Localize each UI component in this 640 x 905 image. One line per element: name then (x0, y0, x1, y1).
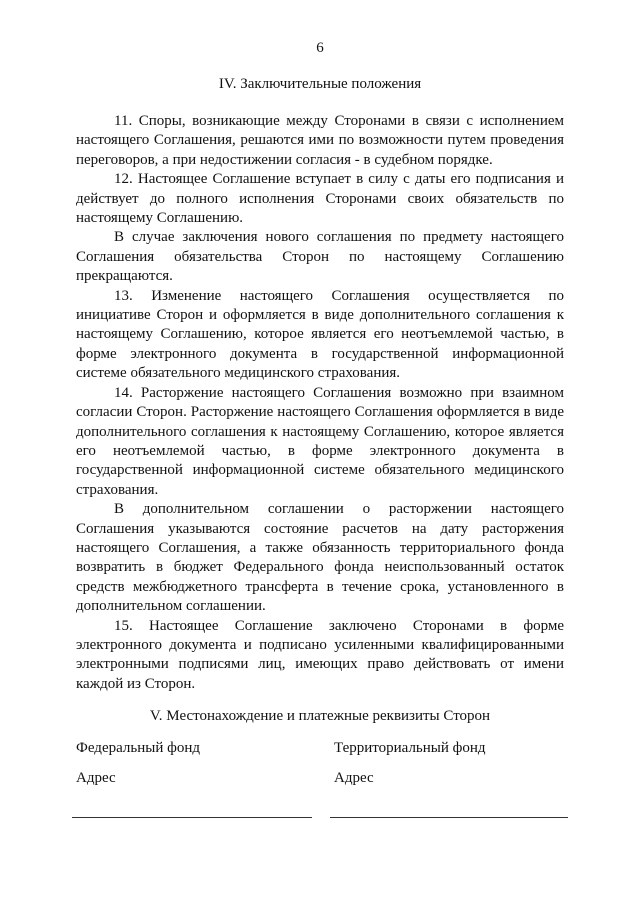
federal-fund-label: Федеральный фонд (76, 740, 200, 756)
address-label-federal: Адрес (76, 770, 116, 786)
clause-12-continuation: В случае заключения нового соглашения по предмету настоящего Соглашения обязательства Сторон по настоящему Соглашению прекращаются. (76, 229, 564, 285)
clause-15: 15. Настоящее Соглашение заключено Сторонами в форме электронного документа и подписано усиленными квалифицированными электронными подписями лиц, имеющих право действовать от имени каждой из Сторон. (76, 617, 564, 692)
page-number: 6 (316, 40, 324, 56)
clause-14: 14. Расторжение настоящего Соглашения возможно при взаимном согласии Сторон. Расторжение настоящего Соглашения оформляется в виде дополнительного соглашения к настоящему Соглашению, которое является его неотъемлемой частью, в форме электронного документа в государственной информационной системе обязательного медицинского страхования. (76, 384, 564, 498)
section-5-title: V. Местонахождение и платежные реквизиты Сторон (149, 708, 491, 724)
clause-13: 13. Изменение настоящего Соглашения осуществляется по инициативе Сторон и оформляется в виде дополнительного соглашения к настоящему Соглашению, которое является его неотъемлемой частью, в форме электронного документа в государственной информационной системе обязательного медицинского страхования. (76, 287, 564, 382)
section-4-title: IV. Заключительные положения (218, 76, 422, 92)
clause-11: 11. Споры, возникающие между Сторонами в связи с исполнением настоящего Соглашения, решаются ими по возможности путем проведения переговоров, а при недостижении согласия - в судебном порядке. (76, 113, 564, 168)
federal-address-line (72, 817, 312, 818)
territorial-address-line (330, 817, 568, 818)
clause-12: 12. Настоящее Соглашение вступает в силу с даты его подписания и действует до полного исполнения Сторонами своих обязательств по настоящему Соглашению. (76, 171, 564, 227)
territorial-fund-label: Территориальный фонд (334, 740, 486, 756)
clause-14-continuation: В дополнительном соглашении о расторжении настоящего Соглашения указываются состояние расчетов на дату расторжения настоящего Соглашения, а также обязанность территориального фонда возвратить в бюджет Федерального фонда неиспользованный остаток средств межбюджетного трансферта в течение срока, установленного в дополнительном соглашении. (76, 501, 564, 615)
address-label-territorial: Адрес (334, 770, 374, 786)
section-4-body (76, 112, 564, 694)
